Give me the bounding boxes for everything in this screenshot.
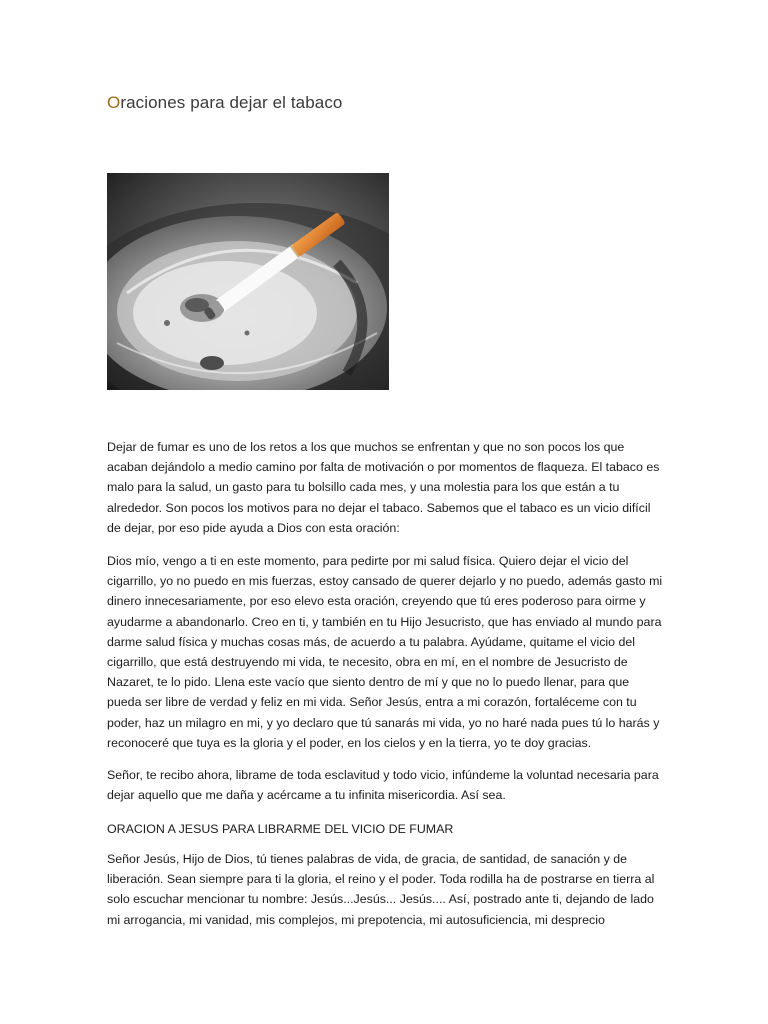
- jesus-prayer-paragraph: Señor Jesús, Hijo de Dios, tú tienes palabras de vida, de gracia, de santidad, de sanación y de liberación. Sean siempre para ti la gloria, el reino y el poder. Toda rodilla ha de postrarse en tierra al solo escuchar mencionar tu nombre: Jesús...Jesús... Jesús.... Así, postrado ante ti, dejando de lado mi arrogancia, mi vanidad, mis complejos, mi prepotencia, mi autosuficiencia, mi desprecio: [107, 852, 655, 927]
- title-text: raciones para dejar el tabaco: [120, 93, 343, 112]
- section-heading: ORACION A JESUS PARA LIBRARME DEL VICIO DE FUMAR: [107, 822, 454, 836]
- intro-paragraph: Dejar de fumar es uno de los retos a los que muchos se enfrentan y que no son pocos los que acaban dejándolo a medio camino por falta de motivación o por momentos de flaqueza. El tabaco es malo para la salud, un gasto para tu bolsillo cada mes, y una molestia para los que están a tu alrededor. Son pocos los motivos para no dejar el tabaco. Sabemos que el tabaco es un vicio difícil de dejar, por eso pide ayuda a Dios con esta oración:: [107, 440, 660, 535]
- closing-paragraph: Señor, te recibo ahora, librame de toda esclavitud y todo vicio, infúndeme la voluntad necesaria para dejar aquello que me daña y acércame a tu infinita misericordia. Así sea.: [107, 768, 659, 803]
- ashtray-cigarette-image: [107, 173, 389, 390]
- document-title: [107, 93, 342, 113]
- title-initial: O: [107, 93, 121, 112]
- prayer-paragraph: Dios mío, vengo a ti en este momento, para pedirte por mi salud física. Quiero dejar el vicio del cigarrillo, yo no puedo en mis fuerzas, estoy cansado de querer dejarlo y no puedo, además gasto mi dinero innecesariamente, por eso elevo esta oración, creyendo que tú eres poderoso para oirme y ayudarme a abandonarlo. Creo en ti, y también en tu Hijo Jesucristo, que has enviado al mundo para darme salud física y muchas cosas más, de acuerdo a tu palabra. Ayúdame, quitame el vicio del cigarrillo, que está destruyendo mi vida, te necesito, obra en mí, en el nombre de Jesucristo de Nazaret, te lo pido. Llena este vacío que siento dentro de mí y que no lo puedo llenar, para que pueda ser libre de verdad y feliz en mi vida. Señor Jesús, entra a mi corazón, fortaléceme con tu poder, haz un milagro en mi, y yo declaro que tú sanarás mi vida, yo no haré nada pues tú lo harás y reconoceré que tuya es la gloria y el poder, en los cielos y en la tierra, yo te doy gracias.: [107, 554, 663, 750]
- cigarette-ashtray-photo: [107, 173, 389, 390]
